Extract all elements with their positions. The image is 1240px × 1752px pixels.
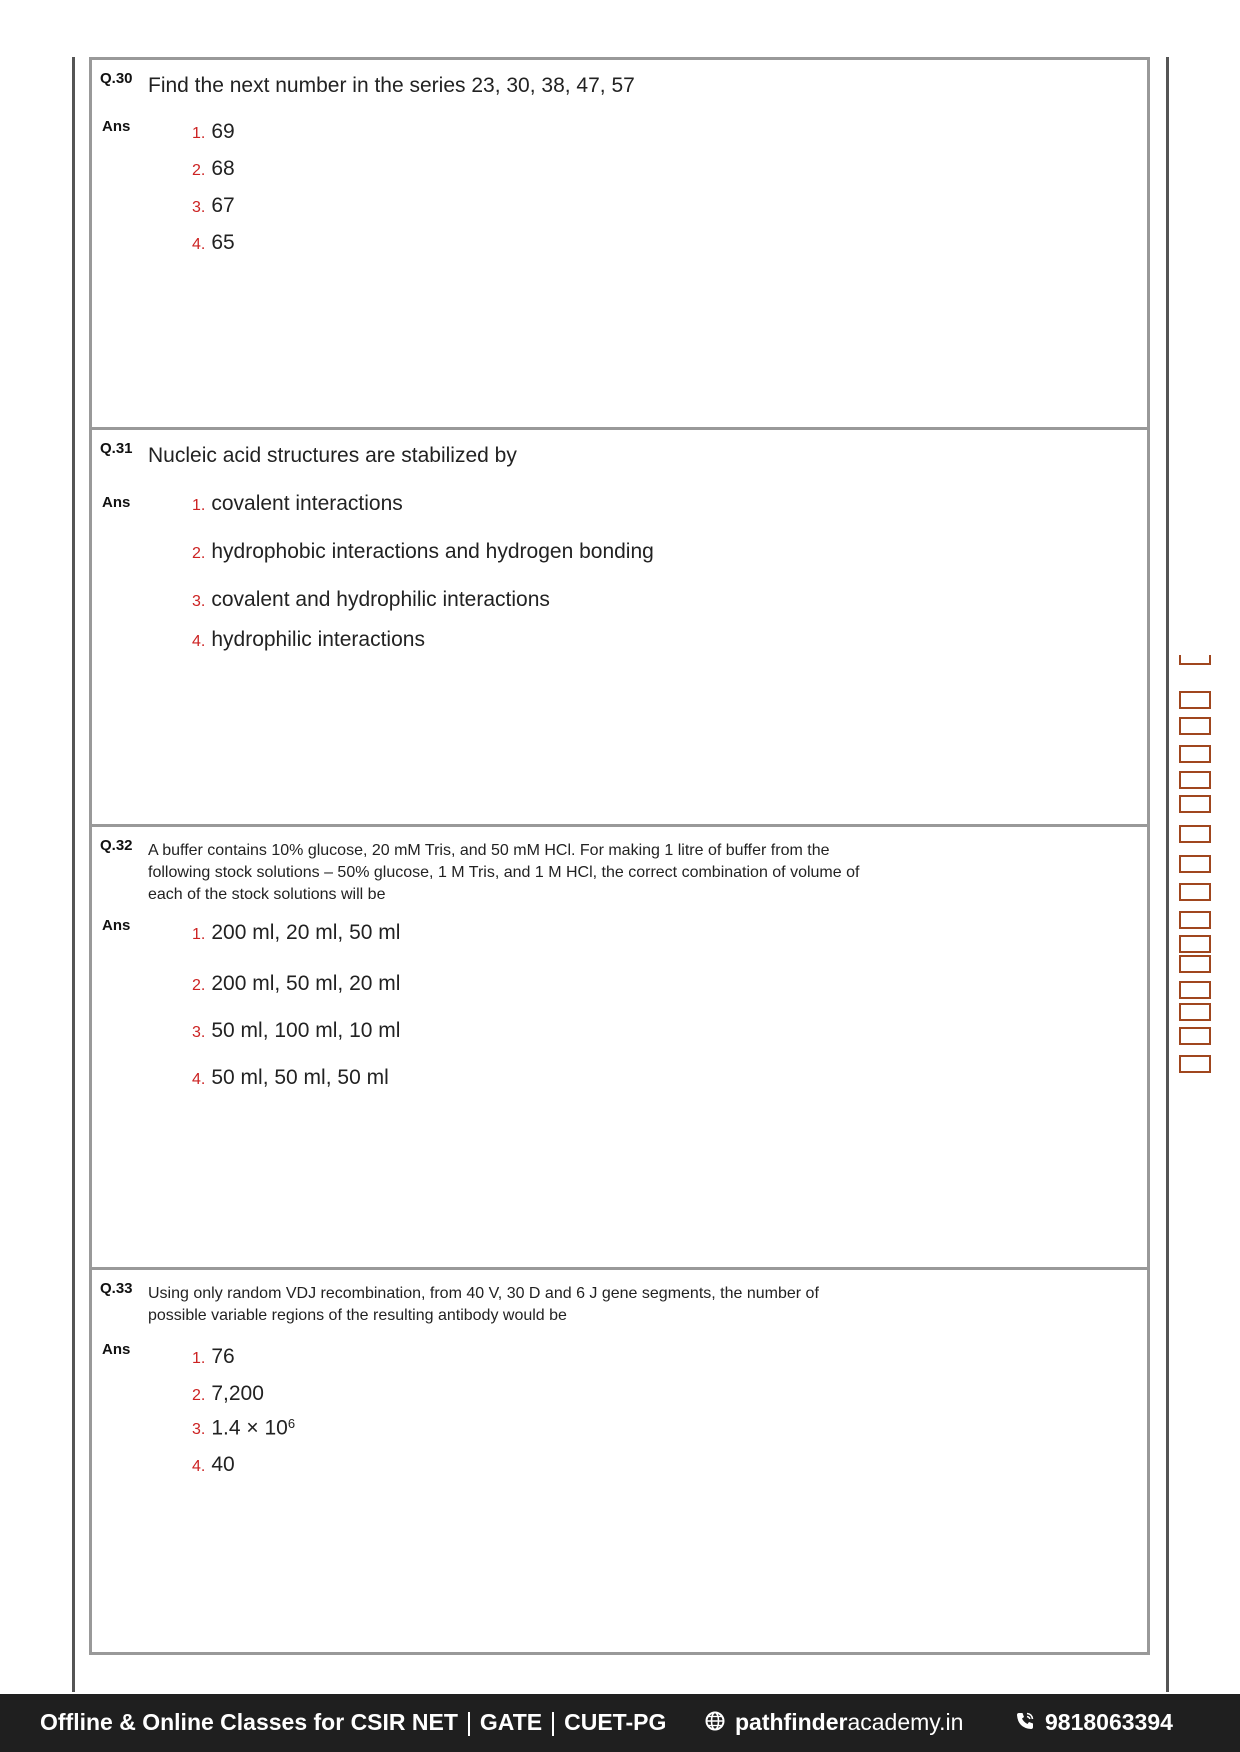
site-name-bold: pathfinder: [735, 1709, 848, 1735]
phone-number-link[interactable]: [1015, 1709, 1173, 1737]
option-2[interactable]: [192, 972, 400, 996]
side-box: [1179, 1027, 1211, 1045]
side-decoration: [1175, 655, 1225, 1085]
option-2[interactable]: [192, 540, 654, 564]
side-box: [1179, 1003, 1211, 1021]
side-box: [1179, 825, 1211, 843]
option-text: 65: [211, 231, 235, 254]
divider: [468, 1712, 470, 1736]
phone-number: 9818063394: [1045, 1709, 1173, 1735]
page-border-right: [1166, 57, 1169, 1692]
option-3[interactable]: [192, 1019, 400, 1043]
option-text: covalent and hydrophilic interactions: [211, 588, 550, 611]
option-number: 1.: [192, 1350, 206, 1367]
option-text: 67: [211, 194, 235, 217]
side-box: [1179, 911, 1211, 929]
option-text: 40: [211, 1453, 235, 1476]
divider: [552, 1712, 554, 1736]
option-4[interactable]: [192, 231, 235, 255]
answer-label: Ans: [102, 118, 131, 135]
footer-tagline: Offline & Online Classes for CSIR NET: [40, 1709, 458, 1735]
question-text: Find the next number in the series 23, 30, 38, 47, 57: [148, 74, 635, 97]
question-text: Nucleic acid structures are stabilized by: [148, 444, 517, 467]
option-1[interactable]: [192, 120, 235, 144]
question-number: Q.30: [100, 70, 133, 87]
side-box: [1179, 745, 1211, 763]
footer-gate: GATE: [479, 1709, 543, 1735]
option-text: 50 ml, 50 ml, 50 ml: [211, 1066, 389, 1089]
answer-label: Ans: [102, 917, 131, 934]
option-2[interactable]: [192, 157, 235, 181]
question-card-32: [89, 824, 1150, 1271]
side-box: [1179, 771, 1211, 789]
option-text: 1.4 × 10: [211, 1416, 288, 1440]
option-number: 1.: [192, 125, 206, 142]
side-box: [1179, 855, 1211, 873]
option-superscript: 6: [287, 1416, 296, 1431]
option-number: 1.: [192, 497, 206, 514]
side-box: [1179, 935, 1211, 953]
option-text: 7,200: [211, 1382, 264, 1405]
option-number: 2.: [192, 1387, 206, 1404]
option-text: 69: [211, 120, 235, 143]
option-number: 3.: [192, 1024, 206, 1041]
question-number: Q.32: [100, 837, 133, 854]
option-text: hydrophobic interactions and hydrogen bonding: [211, 540, 654, 563]
option-text: 68: [211, 157, 235, 180]
footer-cuet: CUET-PG: [564, 1709, 667, 1735]
option-4[interactable]: [192, 1453, 235, 1477]
question-number: Q.33: [100, 1280, 133, 1297]
option-number: 2.: [192, 977, 206, 994]
option-3[interactable]: [192, 588, 550, 612]
option-3[interactable]: [192, 194, 235, 218]
side-box: [1179, 717, 1211, 735]
option-text: 200 ml, 50 ml, 20 ml: [211, 972, 401, 995]
footer-bar: [0, 1694, 1240, 1752]
side-box: [1179, 691, 1211, 709]
side-box: [1179, 795, 1211, 813]
option-number: 1.: [192, 926, 206, 943]
option-4[interactable]: [192, 628, 425, 652]
side-box: [1179, 1055, 1211, 1073]
site-name-rest: academy.in: [847, 1709, 964, 1735]
option-number: 4.: [192, 1071, 206, 1088]
option-number: 2.: [192, 162, 206, 179]
option-text: hydrophilic interactions: [211, 628, 425, 651]
option-text: 50 ml, 100 ml, 10 ml: [211, 1019, 401, 1042]
question-text: A buffer contains 10% glucose, 20 mM Tris, and 50 mM HCl. For making 1 litre of buffer from the following stock solutions – 50% glucose, 1 M Tris, and 1 M HCl, the correct combination of volume of each of the stock solutions will be: [148, 842, 860, 903]
option-3[interactable]: [192, 1416, 295, 1440]
question-card-33: [89, 1267, 1150, 1655]
option-1[interactable]: [192, 1345, 235, 1369]
option-number: 3.: [192, 1421, 206, 1439]
option-number: 2.: [192, 545, 206, 562]
answer-label: Ans: [102, 494, 131, 511]
question-number: Q.31: [100, 440, 133, 457]
page-border-left: [72, 57, 75, 1692]
side-box: [1179, 955, 1211, 973]
side-box: [1179, 883, 1211, 901]
option-1[interactable]: [192, 492, 403, 516]
answer-label: Ans: [102, 1341, 131, 1358]
option-text: covalent interactions: [211, 492, 403, 515]
website-link[interactable]: [705, 1709, 963, 1737]
option-1[interactable]: [192, 921, 400, 945]
option-4[interactable]: [192, 1066, 389, 1090]
side-box: [1179, 655, 1211, 665]
option-2[interactable]: [192, 1382, 264, 1406]
question-text: Using only random VDJ recombination, from 40 V, 30 D and 6 J gene segments, the number of possible variable regions of the resulting antibody would be: [148, 1285, 819, 1324]
side-box: [1179, 981, 1211, 999]
option-text: 76: [211, 1345, 235, 1368]
option-number: 3.: [192, 199, 206, 216]
option-number: 4.: [192, 236, 206, 253]
option-number: 4.: [192, 1458, 206, 1475]
option-number: 3.: [192, 593, 206, 610]
option-number: 4.: [192, 633, 206, 650]
phone-icon: [1015, 1710, 1035, 1737]
footer-tagline-group: [40, 1709, 666, 1736]
question-card-30: [89, 57, 1150, 430]
globe-icon: [705, 1710, 725, 1737]
option-text: 200 ml, 20 ml, 50 ml: [211, 921, 401, 944]
question-card-31: [89, 427, 1150, 827]
